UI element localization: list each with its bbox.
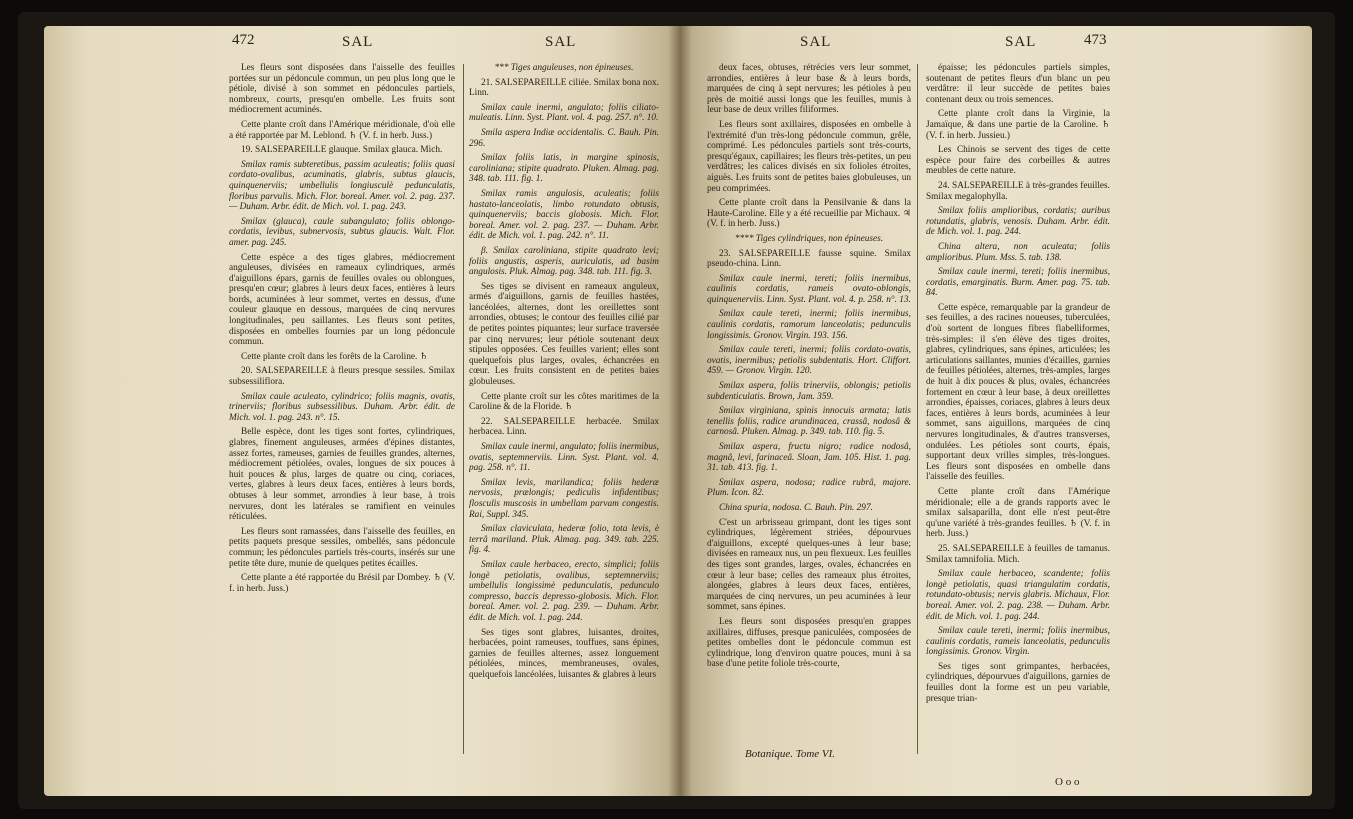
paragraph: Smilax (glauca), caule subangulato; foliis oblongo-cordatis, levibus, subnervosis, subtus glaucis. Walt. Flor. amer. pag. 245. bbox=[229, 216, 455, 248]
paragraph: C'est un arbrisseau grimpant, dont les tiges sont cylindriques, légèrement striées, dépourvues d'aiguillons, excepté quelques-unes à leur base; divisées en rameaux nus, un peu flexueux. Les feuilles des tiges sont grandes, larges, ovales, échancrées en cœur à leur base; celles des rameaux plus étroites, alongées, glabres à leurs deux faces, entières, marquées de cinq nervures, un peu acuminées à leur sommet, sans épines. bbox=[707, 517, 911, 613]
left-page-header-right: SAL bbox=[545, 34, 577, 50]
paragraph: Smilax caule herbaceo, scandente; foliis longè petiolatis, quasi triangulatim cordatis, rotundato-obtusis; nervis glabris. Michaux, Flor. boreal. Amer. vol. 2. pag. 238. — Duham. Arbr. édit. de Mich. vol. 1. pag. 244. bbox=[926, 569, 1110, 622]
paragraph: Smilax virginiana, spinis innocuis armata; latis tenellis foliis, radice arundinacea, crassâ, nodosâ & carnosâ. Pluken. Almag. p. 349. tab. 110. fig. 5. bbox=[707, 406, 911, 438]
paragraph: 21. SALSEPAREILLE ciliée. Smilax bona nox. Linn. bbox=[469, 77, 659, 99]
paragraph: Les fleurs sont disposées dans l'aisselle des feuilles portées sur un pédoncule commun, un peu plus long que le pétiole, divisé à son sommet en pédoncules partiels, nombreux, courts, presqu'en ombelle. Les fruits sont médiocrement acuminés. bbox=[229, 63, 455, 116]
paragraph: Smilax foliis amplioribus, cordatis; auribus rotundatis, glabris, venosis. Duham. Arbr. édit. de Mich. vol. 1. pag. 244. bbox=[926, 206, 1110, 238]
paragraph: 25. SALSEPAREILLE à feuilles de tamanus. Smilax tamnifolia. Mich. bbox=[926, 543, 1110, 565]
left-page-column-1 bbox=[229, 63, 455, 763]
paragraph: Smilax claviculata, hederæ folio, tota levis, è terrâ mariland. Pluk. Almag. pag. 349. tab. 225. fig. 4. bbox=[469, 524, 659, 556]
paragraph: Smilax caule inermi, angulato; foliis inermibus, ovatis, septemnerviis. Linn. Syst. Plant. vol. 4. pag. 258. n°. 11. bbox=[469, 442, 659, 474]
paragraph: Smilax aspera, foliis trinerviis, oblongis; petiolis subdenticulatis. Brown, Jam. 359. bbox=[707, 381, 911, 402]
paragraph: Smilax ramis angulosis, aculeatis; foliis hastato-lanceolatis, limbo rotundato obtusis, quinquenerviis; baccis globosis. Mich. Flor. boreal. Amer. vol. 2. pag. 237. — Duham. Arbr. édit. de Mich. vol. 1. pag. 242. n°. 11. bbox=[469, 188, 659, 242]
paragraph: Smilax caule aculeato, cylindrico; foliis magnis, ovatis, trinerviis; floribus subsessilibus. Duham. Arbr. édit. de Mich. vol. 1. pag. 243. n°. 15. bbox=[229, 391, 455, 423]
page-footer: Botanique. Tome VI. bbox=[745, 748, 836, 760]
column-divider bbox=[463, 64, 464, 754]
right-page-column-2 bbox=[926, 63, 1110, 773]
paragraph: 23. SALSEPAREILLE fausse squine. Smilax pseudo-china. Linn. bbox=[707, 248, 911, 270]
paragraph: Smila aspera Indiæ occidentalis. C. Bauh. Pin. 296. bbox=[469, 127, 659, 149]
paragraph: 20. SALSEPAREILLE à fleurs presque sessiles. Smilax subsessiliflora. bbox=[229, 366, 455, 388]
paragraph: Cette plante croît dans la Pensilvanie & dans la Haute-Caroline. Elle y a été recueillie par Michaux. ♃ (V. f. in herb. Juss.) bbox=[707, 198, 911, 230]
paragraph: Les fleurs sont ramassées, dans l'aisselle des feuilles, en petits paquets presque sessiles, ombellés, sans pédoncule commun; les pédoncules partiels très-courts, insérés sur une petite tête dure, munie de quelques petites écailles. bbox=[229, 526, 455, 569]
right-page-number: 473 bbox=[1084, 32, 1107, 48]
paragraph: Belle espèce, dont les tiges sont fortes, cylindriques, glabres, finement anguleuses, armées d'épines distantes, assez fortes, rameuses, garnies de feuilles grandes, alternes, médiocrement pétiolées, ovales, longues de six pouces à huit pouces & plus, larges de quatre ou cinq, coriaces, vertes, glabres à leurs deux faces, entières à leurs bords, obtuses à leur sommet, arrondies à leur base, à trois nervures, dont les latérales se ramifient en veinules réticulées. bbox=[229, 427, 455, 523]
paragraph: China altera, non aculeata; foliis amplioribus. Plum. Mss. 5. tab. 138. bbox=[926, 241, 1110, 263]
paragraph: Cette plante croît sur les côtes maritimes de la Caroline & de la Floride. ♄ bbox=[469, 391, 659, 413]
paragraph: Smilax caule inermi, angulato; foliis ciliato-muleatis. Linn. Syst. Plant. vol. 4. pag. 257. n°. 10. bbox=[469, 102, 659, 124]
paragraph: Smilax levis, marilandica; foliis hederæ nervosis, prælongis; pediculis infidentibus; flosculis muscosis in umbellam parvam congestis. Rai, Suppl. 345. bbox=[469, 477, 659, 520]
paragraph: **** Tiges cylindriques, non épineuses. bbox=[734, 233, 884, 244]
paragraph: Smilax aspera, nodosa; radice rubrâ, majore. Plum. Icon. 82. bbox=[707, 477, 911, 499]
paragraph: épaisse; les pédoncules partiels simples, soutenant de petites fleurs d'un blanc un peu verdâtre: il leur succède de petites baies contenant deux ou trois semences. bbox=[926, 63, 1110, 105]
paragraph: Smilax ramis subteretibus, passim aculeatis; foliis quasi cordato-ovalibus, acuminatis, glabris, subtus glaucis, quinquenerviis; umbellulis longiusculè pedunculatis, floribus parvulis. Mich. Flor. boreal. Amer. vol. 2. pag. 237. — Duham. Arbr. édit. de Mich. vol. 1. pag. 243. bbox=[229, 159, 455, 213]
paragraph: Smilax caule inermi, tereti; foliis inermibus, cordatis, emarginatis. Burm. Amer. pag. 75. tab. 84. bbox=[926, 267, 1110, 299]
paragraph: Smilax caule inermi, tereti; foliis inermibus, caulinis cordatis, rameis ovato-oblongis, quinquenerviis. Linn. Syst. Plant. vol. 4. p. 258. n°. 13. bbox=[707, 273, 911, 305]
paragraph: Cette espèce, remarquable par la grandeur de ses feuilles, a des racines noueuses, tuberculées, d'où sortent de longues fibres flabelliformes, très-simples: il s'en élève des tiges droites, glabres, cylindriques, sans épines, articulées; les articulations saillantes, munies d'écailles, garnies de feuilles pétiolées, alternes, très-amples, larges de huit à dix pouces & plus, ovales, échancrées fortement en cœur à leur base, à deux oreillettes arrondies, épaisses, coriaces, glabres à leurs deux faces, entières à leurs bords, acuminées à leur sommet, sans aiguillons, marquées de cinq nervures longitudinales, & d'autres transverses, ondulées. Les pétioles sont courts, épais, supportant deux vrilles simples, très-longues. Les fleurs sont disposées en ombelle dans l'aisselle des feuilles. bbox=[926, 302, 1110, 483]
paragraph: *** Tiges anguleuses, non épineuses. bbox=[494, 63, 634, 73]
paragraph: 22. SALSEPAREILLE herbacée. Smilax herbacea. Linn. bbox=[469, 416, 659, 438]
left-page-number: 472 bbox=[232, 32, 255, 48]
left-page-header-left: SAL bbox=[342, 34, 374, 50]
paragraph: Cette plante a été rapportée du Brésil par Dombey. ♄ (V. f. in herb. Juss.) bbox=[229, 573, 455, 594]
column-divider bbox=[917, 64, 918, 754]
book-gutter bbox=[668, 26, 692, 796]
paragraph: Cette plante croît dans la Virginie, la Jamaïque, & dans une partie de la Caroline. ♄ (V. f. in herb. Jussieu.) bbox=[926, 109, 1110, 141]
paragraph: Smilax caule herbaceo, erecto, simplici; foliis longè petiolatis, ovalibus, septemnerviis; umbellulis longissimè pedunculatis, pedunculo compresso, baccis depresso-globosis. Mich. Flor. boreal. Amer. vol. 2. pag. 239. — Duham. Arbr. édit. de Mich. vol. 1. pag. 244. bbox=[469, 559, 659, 623]
signature-mark: O o o bbox=[1055, 776, 1080, 788]
paragraph: Cette espèce a des tiges glabres, médiocrement anguleuses, divisées en rameaux cylindriques, armés d'aiguillons épars, garnis de feuilles ovales ou oblongues, presqu'en cœur; glabres à leurs deux faces, entières à leurs bords, acuminées à leur sommet, vertes en dessus, d'une couleur glauque en dessous, marquées de cinq nervures longitudinales, peu saillantes. Les fleurs sont petites, disposées en ombelles fournies par un long pédoncule commun. bbox=[229, 252, 455, 348]
paragraph: Les fleurs sont disposées presqu'en grappes axillaires, diffuses, presque paniculées, composées de petites ombelles dont le pédoncule commun est cylindrique, long d'environ quatre pouces, muni à sa base d'une petite foliole très-courte, bbox=[707, 616, 911, 670]
right-page-column-1 bbox=[707, 63, 911, 735]
paragraph: 19. SALSEPAREILLE glauque. Smilax glauca. Mich. bbox=[241, 145, 443, 156]
paragraph: Les fleurs sont axillaires, disposées en ombelle à l'extrémité d'un très-long pédoncule commun, grêle, comprimé. Les pédoncules partiels sont très-courts, presqu'égaux, capillaires; les fleurs très-petites, un peu verdâtres; les calices divisés en six folioles étroites, aiguës. Les fruits sont de petites baies globuleuses, un peu comprimées. bbox=[707, 119, 911, 194]
left-page-column-2 bbox=[469, 63, 659, 763]
paragraph: Smilax foliis latis, in margine spinosis, caroliniana; stipite quadrato. Pluken. Almag. pag. 348. tab. 111. fig. 1. bbox=[469, 153, 659, 185]
paragraph: Smilax caule tereti, inermi; foliis inermibus, caulinis cordatis, ramorum lanceolatis; pedunculis longissimis. Gronov. Virgin. 193. 156. bbox=[707, 309, 911, 341]
paragraph: Ses tiges se divisent en rameaux anguleux, armés d'aiguillons, garnis de feuilles hastées, lancéolées, alternes, dont les oreillettes sont arrondies, obtuses; le contour des feuilles cilié par de petites pointes piquantes; leur surface traversée par cinq nervures; leur pétiole soutenant deux stipules opposées. Ces feuilles varient; elles sont quelquefois plus larges, ovales, échancrées en cœur. Les fruits consistent en de petites baies globuleuses. bbox=[469, 281, 659, 388]
paragraph: Ses tiges sont grimpantes, herbacées, cylindriques, dépourvues d'aiguillons, garnies de feuilles dont la forme est un peu variable, presque trian- bbox=[926, 661, 1110, 704]
paragraph: Smilax aspera, fructu nigro; radice nodosâ, magnâ, levi, farinaceâ. Sloan, Jam. 105. Hist. 1. pag. 31. tab. 413. fig. 1. bbox=[707, 442, 911, 474]
right-page-header-right: SAL bbox=[1005, 34, 1037, 50]
paragraph: Cette plante croît dans l'Amérique méridionale; elle a de grands rapports avec le smilax salsaparilla, dont elle n'est peut-être qu'une variété à très-grandes feuilles. ♄ (V. f. in herb. Juss.) bbox=[926, 486, 1110, 540]
paragraph: Cette plante croît dans les forêts de la Caroline. ♄ bbox=[241, 351, 428, 362]
paragraph: China spuria, nodosa. C. Bauh. Pin. 297. bbox=[719, 502, 873, 513]
paragraph: Ses tiges sont glabres, luisantes, droites, herbacées, point rameuses, touffues, sans épines, garnies de feuilles alternes, assez longuement pétiolées, minces, membraneuses, ovales, quelquefois lancéolées, luisantes & glabres à leurs bbox=[469, 627, 659, 680]
paragraph: 24. SALSEPAREILLE à très-grandes feuilles. Smilax megalophylla. bbox=[926, 180, 1110, 202]
paragraph: β. Smilax caroliniana, stipite quadrato levi; foliis angustis, asperis, auriculatis, ad basim angulosis. Pluk. Almag. pag. 348. tab. 111. fig. 3. bbox=[469, 245, 659, 278]
paragraph: Les Chinois se servent des tiges de cette espèce pour faire des corbeilles & autres meubles de cette nature. bbox=[926, 145, 1110, 177]
paragraph: Cette plante croît dans l'Amérique méridionale, d'où elle a été rapportée par M. Leblond. ♄ (V. f. in herb. Juss.) bbox=[229, 119, 455, 141]
right-page-header-left: SAL bbox=[800, 34, 832, 50]
paragraph: Smilax caule tereti, inermi; foliis cordato-ovatis, ovatis, inermibus; petiolis subdentatis. Hort. Cliffort. 459. — Gronov. Virgin. 120. bbox=[707, 345, 911, 377]
paragraph: Smilax caule tereti, inermi; foliis inermibus, caulinis cordatis, rameis lanceolatis, pedunculis longissimis. Gronov. Virgin. bbox=[926, 626, 1110, 658]
paragraph: deux faces, obtuses, rétrécies vers leur sommet, arrondies, entières à leur base & à leurs bords, marquées de cinq à sept nervures; les pétioles à peu près de moitié aussi longs que les feuilles, munis à leur base de deux vrilles filiformes. bbox=[707, 63, 911, 116]
